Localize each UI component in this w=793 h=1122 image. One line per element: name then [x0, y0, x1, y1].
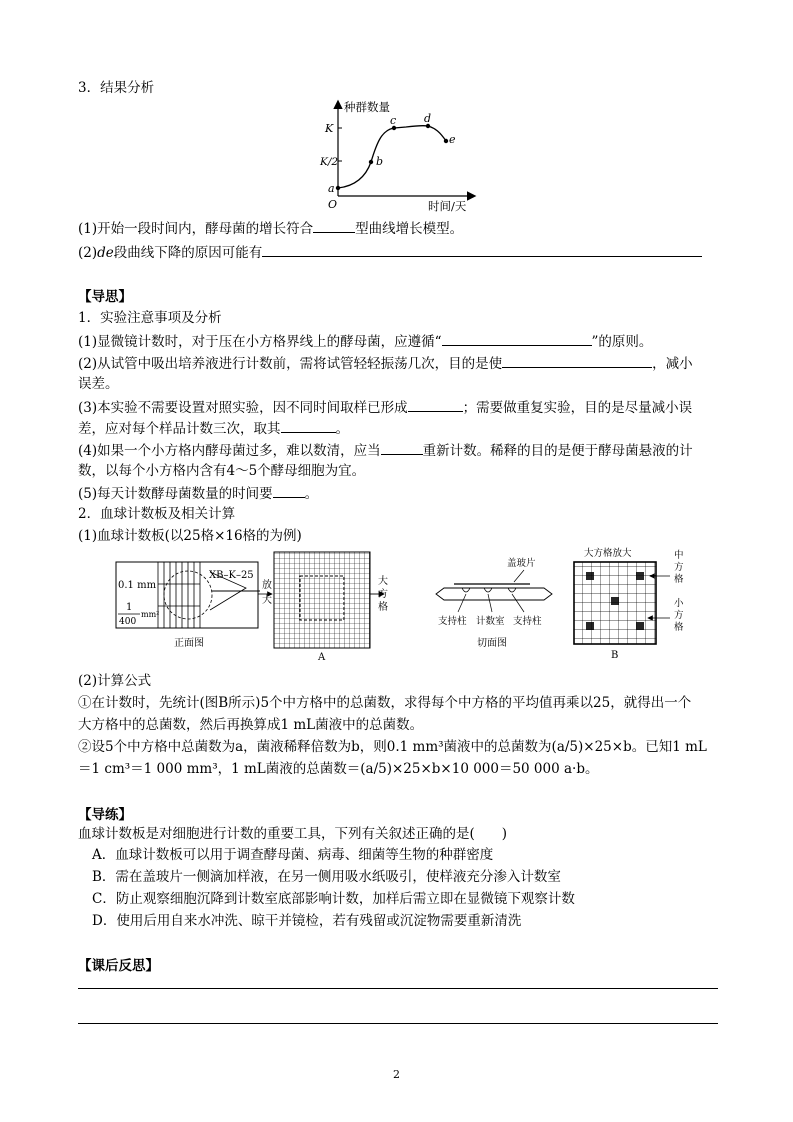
point-1: (1)显微镜计数时，对于压在小方格界线上的酵母菌，应遵循“ ”的原则。	[78, 331, 652, 351]
cover-slip-label: 盖玻片	[507, 558, 536, 569]
point-3: (3)本实验不需要设置对照实验，因不同时间取样已形成 ；需要做重复实验，目的是尽量减小误	[78, 397, 692, 417]
reflection-header: 【课后反思】	[78, 958, 159, 974]
tick-k: K	[325, 122, 334, 135]
section-3-title: 3．结果分析	[78, 80, 155, 96]
calc-title: (2)计算公式	[78, 673, 152, 689]
point-b	[369, 160, 373, 164]
magnify-char-2: 大	[262, 595, 272, 606]
section-2-title: 2．血球计数板及相关计算	[78, 506, 236, 522]
big-square-char-1: 大	[378, 576, 388, 587]
answer-blank-8[interactable]	[273, 483, 305, 498]
scale-label: 0.1 mm	[118, 580, 157, 591]
panel-a	[274, 552, 388, 663]
calc-2-line-1: ②设5个中方格中总菌数为a，菌液稀释倍数为b，则0.1 mm³菌液中的总菌数为(a/5)×25×b。已知1 mL	[78, 739, 707, 755]
point-4: (4)如果一个小方格内酵母菌过多，难以数清，应当 重新计数。稀释的目的是便于酵母菌悬液的计	[78, 440, 693, 460]
mid-char-2: 方	[674, 562, 684, 573]
reflection-line-1[interactable]	[78, 988, 718, 989]
answer-blank-1[interactable]	[313, 218, 355, 233]
question-1: (1)开始一段时间内，酵母菌的增长符合 型曲线增长模型。	[78, 218, 463, 238]
hemocytometer-figure	[114, 548, 690, 666]
calc-2-line-2: ＝1 cm³＝1 000 mm³，1 mL菌液的总菌数＝(a/5)×25×b×10 000＝50 000 a·b。	[78, 761, 599, 777]
tick-k2: K/2	[320, 156, 339, 168]
mid-char-3: 格	[674, 574, 684, 585]
magnify-char-1: 放	[262, 580, 272, 591]
section-1-title: 1．实验注意事项及分析	[78, 310, 222, 326]
answer-blank-3[interactable]	[442, 331, 592, 346]
area-den: 400	[119, 617, 137, 627]
label-b: b	[376, 155, 384, 168]
y-axis-label: 种群数量	[344, 100, 390, 114]
daolian-header: 【导练】	[78, 807, 132, 823]
small-char-1: 小	[674, 598, 684, 609]
growth-curve-chart	[322, 98, 478, 212]
front-caption: 正面图	[174, 638, 204, 649]
answer-blank-2[interactable]	[262, 242, 702, 257]
x-axis-label: 时间/天	[428, 199, 467, 213]
panel-b	[574, 547, 684, 661]
mid-char-1: 中	[674, 550, 684, 561]
front-view	[116, 562, 260, 649]
answer-blank-7[interactable]	[381, 440, 423, 455]
section-2-subtitle: (1)血球计数板(以25格×16格的为例)	[78, 528, 302, 544]
option-b[interactable]: B．需在盖玻片一侧滴加样液，在另一侧用吸水纸吸引，使样液充分渗入计数室	[92, 869, 561, 885]
calc-1-line-1: ①在计数时，先统计(图B所示)5个中方格中的总菌数，求得每个中方格的平均值再乘以25，就得出一个	[78, 695, 692, 711]
small-char-2: 方	[674, 610, 684, 621]
support-right-label: 支持柱	[513, 616, 542, 627]
section-caption: 切面图	[477, 638, 507, 649]
answer-blank-6[interactable]	[281, 418, 336, 433]
answer-blank-4[interactable]	[502, 353, 652, 368]
tick-a: a	[328, 182, 335, 195]
label-e: e	[449, 133, 456, 146]
calc-1-line-2: 大方格中的总菌数，然后再换算成1 mL菌液中的总菌数。	[78, 717, 424, 733]
reflection-line-2[interactable]	[78, 1023, 718, 1024]
caption-a: A	[318, 652, 326, 663]
point-2-cont: 误差。	[78, 376, 119, 392]
option-c[interactable]: C．防止观察细胞沉降到计数室底部影响计数，加样后需立即在显微镜下观察计数	[92, 891, 575, 907]
point-e	[444, 139, 448, 143]
section-view	[436, 557, 552, 649]
caption-b: B	[611, 650, 619, 661]
chamber-label: 计数室	[476, 616, 505, 627]
daosi-header: 【导思】	[78, 289, 132, 305]
option-d[interactable]: D．使用后用自来水冲洗、晾干并镜检，若有残留或沉淀物需要重新清洗	[92, 913, 522, 929]
model-label: XB–K–25	[209, 570, 254, 581]
growth-curve	[338, 126, 446, 188]
point-a	[336, 186, 340, 190]
practice-question: 血球计数板是对细胞进行计数的重要工具，下列有关叙述正确的是( )	[78, 826, 508, 842]
option-a[interactable]: A．血球计数板可以用于调查酵母菌、病毒、细菌等生物的种群密度	[92, 847, 494, 863]
area-num: 1	[126, 602, 133, 613]
small-char-3: 格	[674, 622, 684, 633]
label-d: d	[424, 112, 432, 125]
page-number: 2	[393, 1068, 400, 1081]
point-5: (5)每天计数酵母菌数量的时间要 。	[78, 483, 318, 503]
area-unit: mm²	[141, 610, 160, 619]
big-square-char-2: 方	[378, 589, 388, 600]
point-3-cont: 差，应对每个样品计数三次，取其 。	[78, 418, 349, 438]
support-left-label: 支持柱	[438, 616, 467, 627]
big-square-char-3: 格	[378, 602, 388, 613]
label-c: c	[390, 114, 397, 127]
point-2: (2)从试管中吸出培养液进行计数前，需将试管轻轻振荡几次，目的是使 ，减小	[78, 353, 693, 373]
answer-blank-5[interactable]	[408, 397, 463, 412]
point-4-cont: 数，以每个小方格内含有4～5个酵母细胞为宜。	[78, 463, 366, 479]
question-2: (2)de段曲线下降的原因可能有	[78, 242, 702, 262]
big-magnified-label: 大方格放大	[584, 548, 632, 559]
origin-label: O	[328, 198, 338, 211]
